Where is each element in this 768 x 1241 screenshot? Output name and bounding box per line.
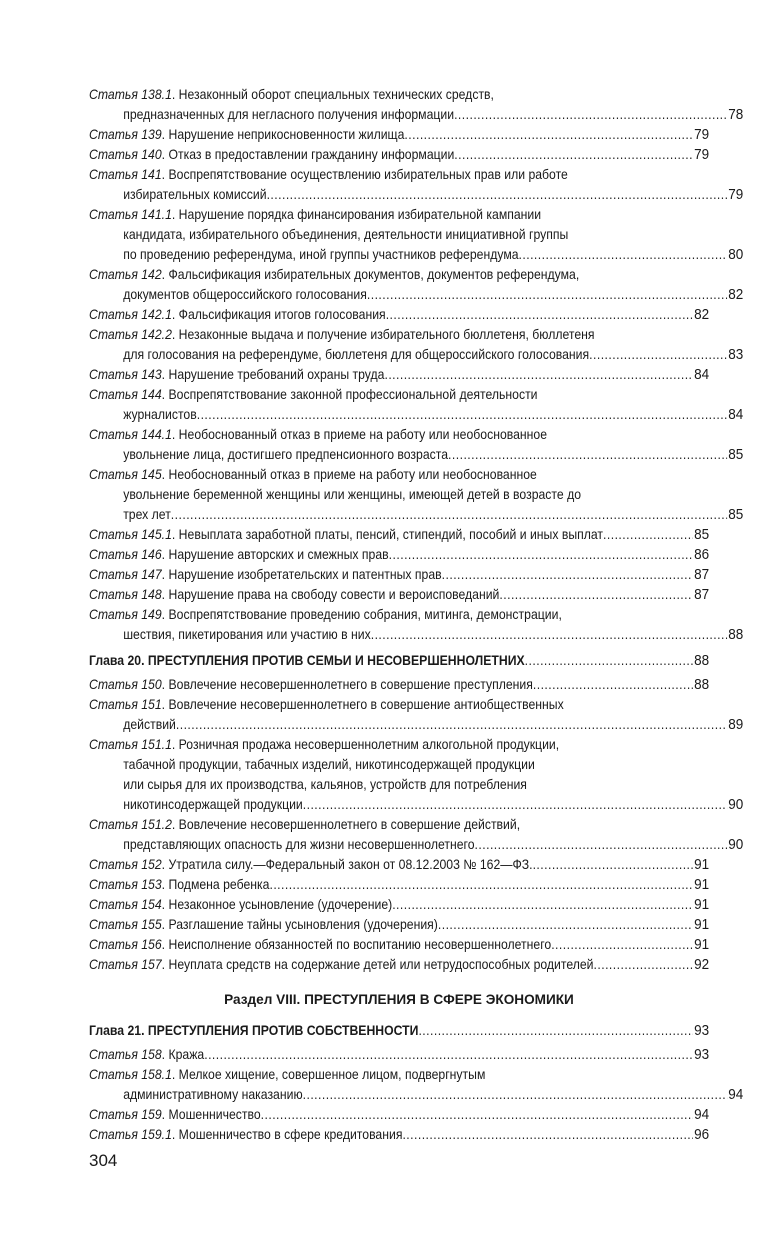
entry-text: административному наказанию xyxy=(123,1087,303,1102)
entry-text: Розничная продажа несовершеннолетним алкогольной продукции, xyxy=(178,737,560,752)
toc-group-property xyxy=(89,1045,744,1145)
dot-leader xyxy=(197,405,728,425)
toc-entry[interactable] xyxy=(89,465,744,525)
entry-text: Нарушение авторских и смежных прав xyxy=(168,547,389,562)
chapter-21-entry[interactable] xyxy=(89,1021,709,1041)
dot-leader xyxy=(371,625,728,645)
entry-text: Фальсификация итогов голосования xyxy=(178,307,386,322)
page-ref: 80 xyxy=(728,246,744,263)
page-number: 304 xyxy=(89,1151,118,1170)
chapter-20-entry[interactable] xyxy=(89,651,709,671)
article-label: Статья 155 xyxy=(89,917,162,932)
entry-text: трех лет xyxy=(123,507,171,522)
toc-line: Статья 156. Неисполнение обязанностей по воспитанию несовершеннолетнего ..... 91 xyxy=(89,935,709,955)
entry-text: Нарушение неприкосновенности жилища xyxy=(168,127,405,142)
toc-entry[interactable] xyxy=(89,915,709,935)
toc-line: Статья 150. Вовлечение несовершеннолетнего в совершение преступления ..... 88 xyxy=(89,675,709,695)
article-label: Статья 151 xyxy=(89,697,162,712)
toc-line: Статья 145.1. Невыплата заработной платы, пенсий, стипендий, пособий и иных выплат ..... 85 xyxy=(89,525,709,545)
page-ref: 79 xyxy=(694,126,710,143)
toc-line: Статья 155. Разглашение тайны усыновления (удочерения) ..... 91 xyxy=(89,915,709,935)
toc-line: Статья 142.1. Фальсификация итогов голосования ..... 82 xyxy=(89,305,709,325)
toc-line: Статья 158. Кража ..... 93 xyxy=(89,1045,709,1065)
article-label: Статья 148 xyxy=(89,587,162,602)
toc-line: Статья 144. Воспрепятствование законной профессиональной деятельности xyxy=(89,387,538,402)
dot-leader xyxy=(269,875,693,895)
toc-line xyxy=(89,225,647,245)
article-label: Статья 158 xyxy=(89,1047,162,1062)
entry-text: Вовлечение несовершеннолетнего в совершение антиобщественных xyxy=(168,697,564,712)
article-label: Статья 144.1 xyxy=(89,427,172,442)
dot-leader xyxy=(204,1045,693,1065)
toc-line: Статья 144.1. Необоснованный отказ в приеме на работу или необоснованное xyxy=(89,427,548,442)
toc-line: Статья 141. Воспрепятствование осуществлению избирательных прав или работе xyxy=(89,167,568,182)
dot-leader xyxy=(438,915,693,935)
page-ref: 91 xyxy=(694,856,710,873)
dot-leader xyxy=(261,1105,694,1125)
toc-entry[interactable] xyxy=(89,735,744,815)
dot-leader xyxy=(386,305,693,325)
entry-text: Воспрепятствование проведению собрания, митинга, демонстрации, xyxy=(168,607,562,622)
article-label: Статья 156 xyxy=(89,937,162,952)
toc-entry[interactable] xyxy=(89,85,744,125)
toc-line: Статья 159. Мошенничество ..... 94 xyxy=(89,1105,709,1125)
toc-line xyxy=(89,651,709,671)
toc-line: Статья 145. Необоснованный отказ в приеме на работу или необоснованное xyxy=(89,467,537,482)
toc-entry[interactable] xyxy=(89,895,709,915)
article-label: Статья 150 xyxy=(89,677,162,692)
toc-line xyxy=(89,245,743,265)
page-ref: 91 xyxy=(694,916,710,933)
toc-line: Статья 143. Нарушение требований охраны труда ..... 84 xyxy=(89,365,709,385)
entry-text: Неисполнение обязанностей по воспитанию несовершеннолетнего xyxy=(168,937,552,952)
toc-entry[interactable] xyxy=(89,365,709,385)
toc-line xyxy=(89,185,743,205)
dot-leader xyxy=(519,245,728,265)
article-label: Статья 158.1 xyxy=(89,1067,172,1082)
dot-leader xyxy=(303,1085,728,1105)
article-label: Статья 142 xyxy=(89,267,162,282)
toc-entry[interactable] xyxy=(89,935,709,955)
dot-leader xyxy=(404,125,693,145)
dot-leader xyxy=(418,1021,693,1041)
dot-leader xyxy=(603,525,693,545)
entry-text: Воспрепятствование осуществлению избирательных прав или работе xyxy=(168,167,568,182)
entry-text: табачной продукции, табачных изделий, никотинсодержащей продукции xyxy=(123,757,535,772)
toc-line xyxy=(89,505,743,525)
entry-text: Подмена ребенка xyxy=(168,877,270,892)
page-ref: 90 xyxy=(728,836,744,853)
entry-text: Незаконный оборот специальных технических средств, xyxy=(178,87,494,102)
toc-line: Статья 151. Вовлечение несовершеннолетнего в совершение антиобщественных xyxy=(89,697,564,712)
entry-text: Незаконное усыновление (удочерение) xyxy=(168,897,393,912)
toc-entry[interactable] xyxy=(89,1125,709,1145)
entry-text: Необоснованный отказ в приеме на работу или необоснованное xyxy=(178,427,548,442)
toc-entry[interactable] xyxy=(89,1065,744,1105)
toc-line: Статья 152. Утратила силу.—Федеральный закон от 08.12.2003 № 162—ФЗ. ..... 91 xyxy=(89,855,709,875)
toc-entry[interactable] xyxy=(89,675,709,695)
page-ref: 88 xyxy=(728,626,744,643)
dot-leader xyxy=(448,445,727,465)
toc-entry[interactable] xyxy=(89,955,709,975)
page-ref: 85 xyxy=(728,446,744,463)
entry-text: увольнение лица, достигшего предпенсионного возраста xyxy=(123,447,449,462)
article-label: Статья 153 xyxy=(89,877,162,892)
article-label: Статья 146 xyxy=(89,547,162,562)
entry-text: Утратила силу.—Федеральный закон от 08.12.2003 № 162—ФЗ. xyxy=(168,857,533,872)
entry-text: Неуплата средств на содержание детей или нетрудоспособных родителей xyxy=(168,957,594,972)
toc-line xyxy=(89,285,743,305)
dot-leader xyxy=(551,935,693,955)
toc-entry[interactable] xyxy=(89,815,744,855)
toc-entry[interactable] xyxy=(89,525,709,545)
entry-text: Разглашение тайны усыновления (удочерения) xyxy=(168,917,438,932)
article-label: Статья 140 xyxy=(89,147,162,162)
page-ref: 90 xyxy=(728,796,744,813)
dot-leader xyxy=(303,795,728,815)
toc-line: Статья 149. Воспрепятствование проведению собрания, митинга, демонстрации, xyxy=(89,607,562,622)
article-label: Статья 152 xyxy=(89,857,162,872)
page-ref: 91 xyxy=(694,936,710,953)
page-ref: 92 xyxy=(694,956,710,973)
entry-text: Вовлечение несовершеннолетнего в совершение действий, xyxy=(178,817,521,832)
toc-line: Статья 157. Неуплата средств на содержание детей или нетрудоспособных родителей ..... 92 xyxy=(89,955,709,975)
toc-line: Статья 147. Нарушение изобретательских и патентных прав ..... 87 xyxy=(89,565,709,585)
toc-line: Статья 159.1. Мошенничество в сфере кредитования ..... 96 xyxy=(89,1125,709,1145)
entry-text: предназначенных для негласного получения информации xyxy=(123,107,455,122)
page-ref: 79 xyxy=(694,146,710,163)
entry-text: Нарушение требований охраны труда xyxy=(168,367,385,382)
page-ref: 85 xyxy=(694,526,710,543)
entry-text: увольнение беременной женщины или женщины, имеющей детей в возрасте до xyxy=(123,487,582,502)
toc-line: Статья 153. Подмена ребенка ..... 91 xyxy=(89,875,709,895)
entry-text: Нарушение изобретательских и патентных прав xyxy=(168,567,442,582)
chapter-title: Глава 20. ПРЕСТУПЛЕНИЯ ПРОТИВ СЕМЬИ И НЕСОВЕРШЕННОЛЕТНИХ xyxy=(89,653,525,668)
toc-line xyxy=(89,345,743,365)
toc-line: Статья 158.1. Мелкое хищение, совершенное лицом, подвергнутым xyxy=(89,1067,486,1082)
dot-leader xyxy=(499,585,693,605)
page-ref: 87 xyxy=(694,586,710,603)
dot-leader xyxy=(389,545,694,565)
dot-leader xyxy=(454,145,693,165)
page-ref: 83 xyxy=(728,346,744,363)
article-label: Статья 147 xyxy=(89,567,162,582)
toc-group-family xyxy=(89,675,744,975)
section-title: Раздел VIII. ПРЕСТУПЛЕНИЯ В СФЕРЕ ЭКОНОМИКИ xyxy=(224,992,574,1007)
dot-leader xyxy=(589,345,727,365)
toc-line: Статья 142.2. Незаконные выдача и получение избирательного бюллетеня, бюллетеня xyxy=(89,327,595,342)
toc-entry[interactable] xyxy=(89,385,744,425)
chapter-title: Глава 21. ПРЕСТУПЛЕНИЯ ПРОТИВ СОБСТВЕННОСТИ xyxy=(89,1023,419,1038)
toc-line xyxy=(89,715,743,735)
dot-leader xyxy=(475,835,728,855)
toc-entry[interactable] xyxy=(89,1105,709,1125)
article-label: Статья 142.1 xyxy=(89,307,172,322)
entry-text: по проведению референдума, иной группы участников референдума xyxy=(123,247,519,262)
toc-entry[interactable] xyxy=(89,585,709,605)
toc-line: Статья 142. Фальсификация избирательных документов, документов референдума, xyxy=(89,267,580,282)
page-ref: 89 xyxy=(728,716,744,733)
entry-text: документов общероссийского голосования xyxy=(123,287,367,302)
toc-line: Статья 141.1. Нарушение порядка финансирования избирательной кампании xyxy=(89,207,542,222)
article-label: Статья 143 xyxy=(89,367,162,382)
page-ref: 91 xyxy=(694,876,710,893)
entry-text: Мошенничество xyxy=(168,1107,261,1122)
toc-entry[interactable] xyxy=(89,875,709,895)
article-label: Статья 151.2 xyxy=(89,817,172,832)
dot-leader xyxy=(533,855,694,875)
page-ref: 84 xyxy=(728,406,744,423)
entry-text: действий xyxy=(123,717,176,732)
toc-line: Статья 138.1. Незаконный оборот специальных технических средств, xyxy=(89,87,494,102)
toc-line xyxy=(89,1085,743,1105)
page-ref: 93 xyxy=(694,1046,710,1063)
dot-leader xyxy=(176,715,728,735)
dot-leader xyxy=(594,955,694,975)
entry-text: Воспрепятствование законной профессиональной деятельности xyxy=(168,387,538,402)
dot-leader xyxy=(384,365,693,385)
entry-text: Мелкое хищение, совершенное лицом, подвергнутым xyxy=(178,1067,486,1082)
toc-entry[interactable] xyxy=(89,1045,709,1065)
page-ref: 79 xyxy=(728,186,744,203)
entry-text: шествия, пикетирования или участию в них xyxy=(123,627,371,642)
entry-text: Кража xyxy=(168,1047,205,1062)
dot-leader xyxy=(525,651,693,671)
article-label: Статья 145 xyxy=(89,467,162,482)
entry-text: журналистов xyxy=(123,407,197,422)
page-ref: 86 xyxy=(694,546,710,563)
article-label: Статья 139 xyxy=(89,127,162,142)
entry-text: Незаконные выдача и получение избирательного бюллетеня, бюллетеня xyxy=(178,327,595,342)
entry-text: представляющих опасность для жизни несовершеннолетнего xyxy=(123,837,475,852)
entry-text: никотинсодержащей продукции xyxy=(123,797,303,812)
toc-group-criminal-rights xyxy=(89,85,744,645)
entry-text: Вовлечение несовершеннолетнего в совершение преступления xyxy=(168,677,533,692)
entry-text: Отказ в предоставлении гражданину информации xyxy=(168,147,455,162)
toc-line xyxy=(89,405,743,425)
article-label: Статья 138.1 xyxy=(89,87,172,102)
page-ref: 78 xyxy=(728,106,744,123)
dot-leader xyxy=(267,185,728,205)
article-label: Статья 154 xyxy=(89,897,162,912)
toc-line: Статья 154. Незаконное усыновление (удочерение) ..... 91 xyxy=(89,895,709,915)
article-label: Статья 149 xyxy=(89,607,162,622)
entry-text: или сырья для их производства, кальянов, устройств для потребления xyxy=(123,777,527,792)
toc-entry[interactable] xyxy=(89,545,709,565)
dot-leader xyxy=(533,675,693,695)
toc-entry[interactable] xyxy=(89,605,744,645)
entry-text: Нарушение порядка финансирования избирательной кампании xyxy=(178,207,542,222)
dot-leader xyxy=(402,1125,693,1145)
toc-line xyxy=(89,755,647,775)
article-label: Статья 141.1 xyxy=(89,207,172,222)
toc-entry[interactable] xyxy=(89,325,744,365)
article-label: Статья 157 xyxy=(89,957,162,972)
page-ref: 82 xyxy=(728,286,744,303)
toc-entry[interactable] xyxy=(89,165,744,205)
page-ref: 85 xyxy=(728,506,744,523)
toc-line xyxy=(89,625,743,645)
dot-leader xyxy=(171,505,728,525)
article-label: Статья 142.2 xyxy=(89,327,172,342)
page-ref: 94 xyxy=(728,1086,744,1103)
toc-line: Статья 139. Нарушение неприкосновенности жилища ..... 79 xyxy=(89,125,709,145)
page-ref: 84 xyxy=(694,366,710,383)
toc-line xyxy=(89,1021,709,1041)
toc-line xyxy=(89,795,743,815)
article-label: Статья 151.1 xyxy=(89,737,172,752)
toc-line: Статья 148. Нарушение права на свободу совести и вероисповеданий ..... 87 xyxy=(89,585,709,605)
entry-text: кандидата, избирательного объединения, деятельности инициативной группы xyxy=(123,227,569,242)
toc-entry[interactable] xyxy=(89,425,744,465)
entry-text: Мошенничество в сфере кредитования xyxy=(178,1127,403,1142)
page-ref: 88 xyxy=(694,676,710,693)
dot-leader xyxy=(367,285,728,305)
entry-text: Нарушение права на свободу совести и вероисповеданий xyxy=(168,587,500,602)
dot-leader xyxy=(454,105,727,125)
article-label: Статья 159.1 xyxy=(89,1127,172,1142)
page-ref: 94 xyxy=(694,1106,710,1123)
article-label: Статья 144 xyxy=(89,387,162,402)
entry-text: для голосования на референдуме, бюллетеня для общероссийского голосования xyxy=(123,347,590,362)
toc-entry[interactable] xyxy=(89,125,709,145)
page-ref: 82 xyxy=(694,306,710,323)
entry-text: избирательных комиссий xyxy=(123,187,267,202)
toc-entry[interactable] xyxy=(89,855,709,875)
toc-line xyxy=(89,445,743,465)
article-label: Статья 159 xyxy=(89,1107,162,1122)
article-label: Статья 141 xyxy=(89,167,162,182)
dot-leader xyxy=(392,895,693,915)
toc-line xyxy=(89,835,743,855)
toc-line xyxy=(89,105,743,125)
page-ref: 93 xyxy=(694,1022,710,1039)
toc-line: Статья 140. Отказ в предоставлении гражданину информации ..... 79 xyxy=(89,145,709,165)
toc-line: Статья 151.1. Розничная продажа несовершеннолетним алкогольной продукции, xyxy=(89,737,560,752)
page-ref: 96 xyxy=(694,1126,710,1143)
toc-line xyxy=(89,485,647,505)
dot-leader xyxy=(442,565,694,585)
toc-entry[interactable] xyxy=(89,205,744,265)
toc-entry[interactable] xyxy=(89,145,709,165)
toc-line: Статья 146. Нарушение авторских и смежных прав ..... 86 xyxy=(89,545,709,565)
article-label: Статья 145.1 xyxy=(89,527,172,542)
toc-line: Статья 151.2. Вовлечение несовершеннолетнего в совершение действий, xyxy=(89,817,521,832)
page-ref: 91 xyxy=(694,896,710,913)
toc-entry[interactable] xyxy=(89,265,744,305)
toc-line xyxy=(89,775,647,795)
toc-entry[interactable] xyxy=(89,695,744,735)
entry-text: Фальсификация избирательных документов, документов референдума, xyxy=(168,267,580,282)
entry-text: Необоснованный отказ в приеме на работу или необоснованное xyxy=(168,467,537,482)
toc-entry[interactable] xyxy=(89,565,709,585)
page-ref: 88 xyxy=(694,652,710,669)
toc-entry[interactable] xyxy=(89,305,709,325)
page-ref: 87 xyxy=(694,566,710,583)
entry-text: Невыплата заработной платы, пенсий, стипендий, пособий и иных выплат xyxy=(178,527,604,542)
